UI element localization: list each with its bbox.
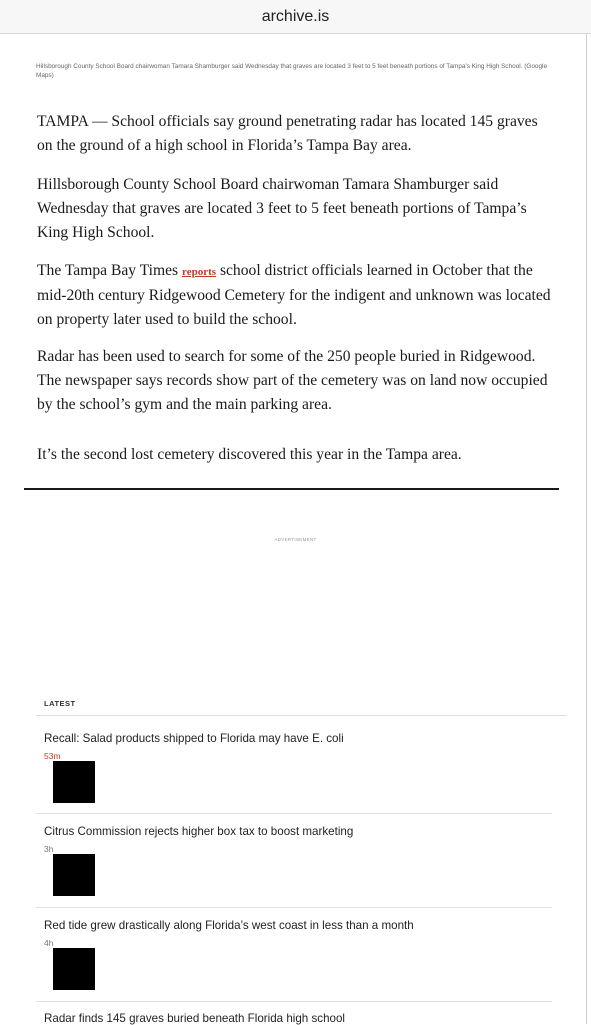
story-thumbnail[interactable] bbox=[53, 948, 95, 990]
image-caption: Hillsborough County School Board chairwoman Tamara Shamburger said Wednesday that graves are located 3 feet to 5 feet beneath portions of Tampa's King High School. (Google Maps) bbox=[36, 63, 547, 79]
browser-address-bar[interactable] bbox=[0, 0, 591, 34]
story-time: 4h bbox=[44, 938, 54, 948]
latest-story-2[interactable] bbox=[44, 825, 564, 896]
story-time: 53m bbox=[44, 751, 61, 761]
story-thumbnail[interactable] bbox=[53, 854, 95, 896]
article-paragraph-5: It’s the second lost cemetery discovered this year in the Tampa area. bbox=[37, 446, 462, 463]
latest-story-1[interactable] bbox=[44, 732, 564, 803]
paragraph-3-text-end: school district officials learned in October that the mid-20th century Ridgewood Cemetery for the indigent and unknown was located on property later used to build the school. bbox=[37, 262, 551, 328]
latest-story-3[interactable] bbox=[44, 919, 564, 990]
story-divider bbox=[36, 907, 552, 908]
story-title[interactable]: Radar finds 145 graves buried beneath Florida high school bbox=[44, 1012, 345, 1025]
paragraph-3-text-start: The Tampa Bay Times bbox=[37, 262, 183, 279]
story-divider bbox=[36, 813, 552, 814]
latest-header: LATEST bbox=[44, 699, 76, 708]
latest-divider bbox=[36, 715, 566, 716]
story-title[interactable]: Citrus Commission rejects higher box tax to boost marketing bbox=[44, 825, 354, 838]
reports-link[interactable]: reports bbox=[182, 266, 217, 278]
article-paragraph-4: Radar has been used to search for some of the 250 people buried in Ridgewood. The newspaper says records show part of the cemetery was on land now occupied by the school’s gym and the main parking area. bbox=[37, 348, 548, 413]
article-paragraph-3 bbox=[37, 259, 557, 332]
story-title[interactable]: Red tide grew drastically along Florida’s west coast in less than a month bbox=[44, 919, 414, 932]
story-thumbnail[interactable] bbox=[53, 761, 95, 803]
story-title[interactable]: Recall: Salad products shipped to Florida may have E. coli bbox=[44, 732, 344, 745]
page-edge-divider bbox=[586, 34, 587, 1024]
story-time: 3h bbox=[44, 844, 54, 854]
article-paragraph-2: Hillsborough County School Board chairwoman Tamara Shamburger said Wednesday that graves are located 3 feet to 5 feet beneath portions of Tampa’s King High School. bbox=[37, 176, 527, 241]
story-divider bbox=[36, 1001, 552, 1002]
advertisement-label: ADVERTISEMENT bbox=[274, 537, 317, 542]
article-end-rule bbox=[24, 488, 559, 490]
latest-story-4[interactable] bbox=[44, 1012, 564, 1025]
domain-label: archive.is bbox=[261, 7, 330, 25]
article-paragraph-1: TAMPA — School officials say ground penetrating radar has located 145 graves on the ground of a high school in Florida’s Tampa Bay area. bbox=[37, 113, 538, 154]
